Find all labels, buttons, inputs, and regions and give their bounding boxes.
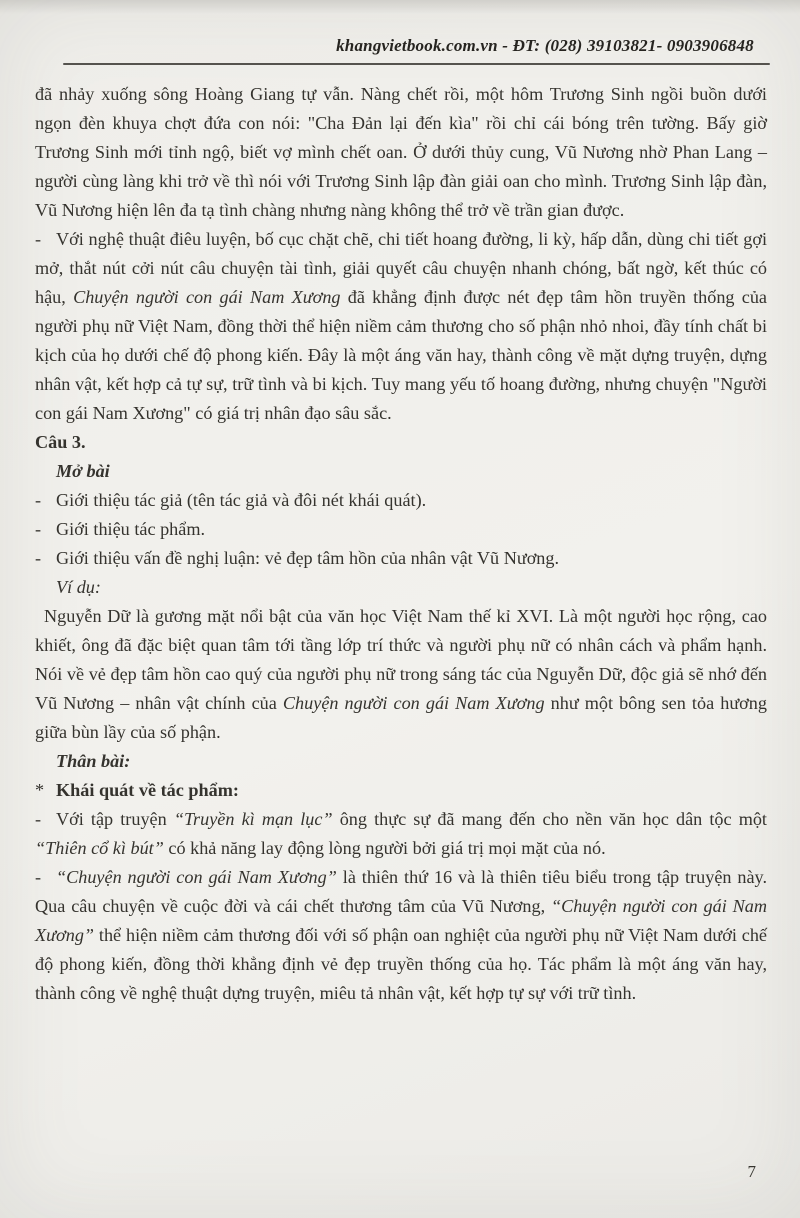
text-run: ông thực sự đã mang đến cho nền văn học dân tộc một bbox=[332, 809, 767, 829]
list-marker: - bbox=[35, 867, 42, 887]
text-run: “Chuyện người con gái Nam Xương” bbox=[56, 867, 337, 887]
para-art-evaluation bbox=[35, 225, 767, 428]
text-run: đã nhảy xuống sông Hoàng Giang tự vẫn. Nàng chết rồi, một hôm Trương Sinh ngồi buồn dưới ngọn đèn khuya chợt đứa con nói: "Cha Đản lại đến kìa" rồi chỉ cái bóng trên tường. Bấy giờ Trương Sinh mới tỉnh ngộ, biết vợ mình chết oan. Ở dưới thủy cung, Vũ Nương nhờ Phan Lang – người cùng làng khi trở về thì nói với Trương Sinh lập đàn giải oan cho mình. Trương Sinh lập đàn, Vũ Nương hiện lên đa tạ tình chàng nhưng nàng không thể trở về trần gian được. bbox=[35, 84, 767, 220]
para-plot-summary bbox=[35, 80, 767, 225]
heading-mo-bai bbox=[35, 457, 767, 486]
text-run: Với tập truyện bbox=[56, 809, 174, 829]
text-run: là thiên thứ 16 và là thiên tiêu biểu trong tập truyện này. Qua câu chuyện về cuộc đời và cái chết thương tâm của Vũ Nương, bbox=[35, 867, 767, 916]
text-run: Thân bài: bbox=[56, 751, 131, 771]
text-run: “Truyền kì mạn lục” bbox=[173, 809, 333, 829]
list-marker: - bbox=[35, 519, 42, 539]
text-run: Chuyện người con gái Nam Xương bbox=[282, 693, 545, 713]
item-gioi-thieu-tac-pham bbox=[35, 515, 767, 544]
text-run: Chuyện người con gái Nam Xương bbox=[73, 287, 341, 307]
text-run: có khả năng lay động lòng người bởi giá trị mọi mặt của nó. bbox=[163, 838, 606, 858]
text-run: Giới thiệu vấn đề nghị luận: vẻ đẹp tâm hồn của nhân vật Vũ Nương. bbox=[56, 548, 560, 568]
list-marker: - bbox=[35, 229, 42, 249]
item-gioi-thieu-van-de bbox=[35, 544, 767, 573]
para-truyen-ki-man-luc bbox=[35, 805, 767, 863]
text-run: Khái quát về tác phẩm: bbox=[56, 780, 239, 800]
text-run: Nguyễn Dữ là gương mặt nổi bật của văn học Việt Nam thế kỉ XVI. Là một người học rộng, cao khiết, ông đã đặc biệt quan tâm tới tầng lớp trí thức và người phụ nữ có nhân cách và phẩm hạnh. Nói về vẻ đẹp tâm hồn cao quý của người phụ nữ trong sáng tác của Nguyễn Dữ, độc giả sẽ nhớ đến Vũ Nương – nhân vật chính của bbox=[35, 606, 767, 713]
page-header bbox=[0, 0, 800, 65]
text-run: Với nghệ thuật điêu luyện, bố cục chặt chẽ, chi tiết hoang đường, li kỳ, hấp dẫn, dùng chi tiết gợi mở, thắt nút cởi nút câu chuyện tài tình, giải quyết câu chuyện nhanh chóng, bất ngờ, kết thúc có hậu, bbox=[35, 229, 767, 307]
text-run: đã khẳng định được nét đẹp tâm hồn truyền thống của người phụ nữ Việt Nam, đồng thời thể hiện niềm cảm thương cho số phận nhỏ nhoi, đầy tính chất bi kịch của họ dưới chế độ phong kiến. Đây là một áng văn hay, thành công về mặt dựng truyện, dựng nhân vật, kết hợp cả tự sự, trữ tình và bi kịch. Tuy mang yếu tố hoang đường, nhưng chuyện "Người con gái Nam Xương" có giá trị nhân đạo sâu sắc. bbox=[35, 287, 767, 423]
text-run: thể hiện niềm cảm thương đối với số phận oan nghiệt của người phụ nữ Việt Nam dưới chế độ phong kiến, đồng thời khẳng định vẻ đẹp truyền thống của họ. Tác phẩm là một áng văn hay, thành công về nghệ thuật dựng truyện, miêu tả nhân vật, kết hợp tự sự với trữ tình. bbox=[35, 925, 767, 1003]
list-marker: - bbox=[35, 548, 42, 568]
text-run: Giới thiệu tác phẩm. bbox=[56, 519, 206, 539]
text-run: Câu 3. bbox=[35, 432, 86, 452]
para-vi-du-example bbox=[35, 602, 767, 747]
list-marker: - bbox=[35, 490, 42, 510]
page-number: 7 bbox=[747, 1162, 756, 1181]
para-thien-thu-16 bbox=[35, 863, 767, 1008]
heading-than-bai bbox=[35, 747, 767, 776]
text-run: “Chuyện người con gái Nam Xương” bbox=[35, 896, 767, 945]
text-run: Ví dụ: bbox=[56, 577, 101, 597]
question-3-label bbox=[35, 428, 767, 457]
heading-vi-du bbox=[35, 573, 767, 602]
text-run: Giới thiệu tác giả (tên tác giả và đôi nét khái quát). bbox=[56, 490, 427, 510]
heading-khai-quat-tac-pham bbox=[35, 776, 767, 805]
item-gioi-thieu-tac-gia bbox=[35, 486, 767, 515]
text-run: Mở bài bbox=[56, 461, 110, 481]
text-run: như một bông sen tỏa hương giữa bùn lầy của số phận. bbox=[35, 693, 767, 742]
publisher-info: khangvietbook.com.vn - ĐT: (028) 39103821- 0903906848 bbox=[336, 36, 754, 55]
list-marker: - bbox=[35, 809, 42, 829]
text-run: “Thiên cổ kì bút” bbox=[35, 838, 164, 858]
list-marker: * bbox=[35, 780, 45, 800]
document-body bbox=[0, 65, 800, 1008]
